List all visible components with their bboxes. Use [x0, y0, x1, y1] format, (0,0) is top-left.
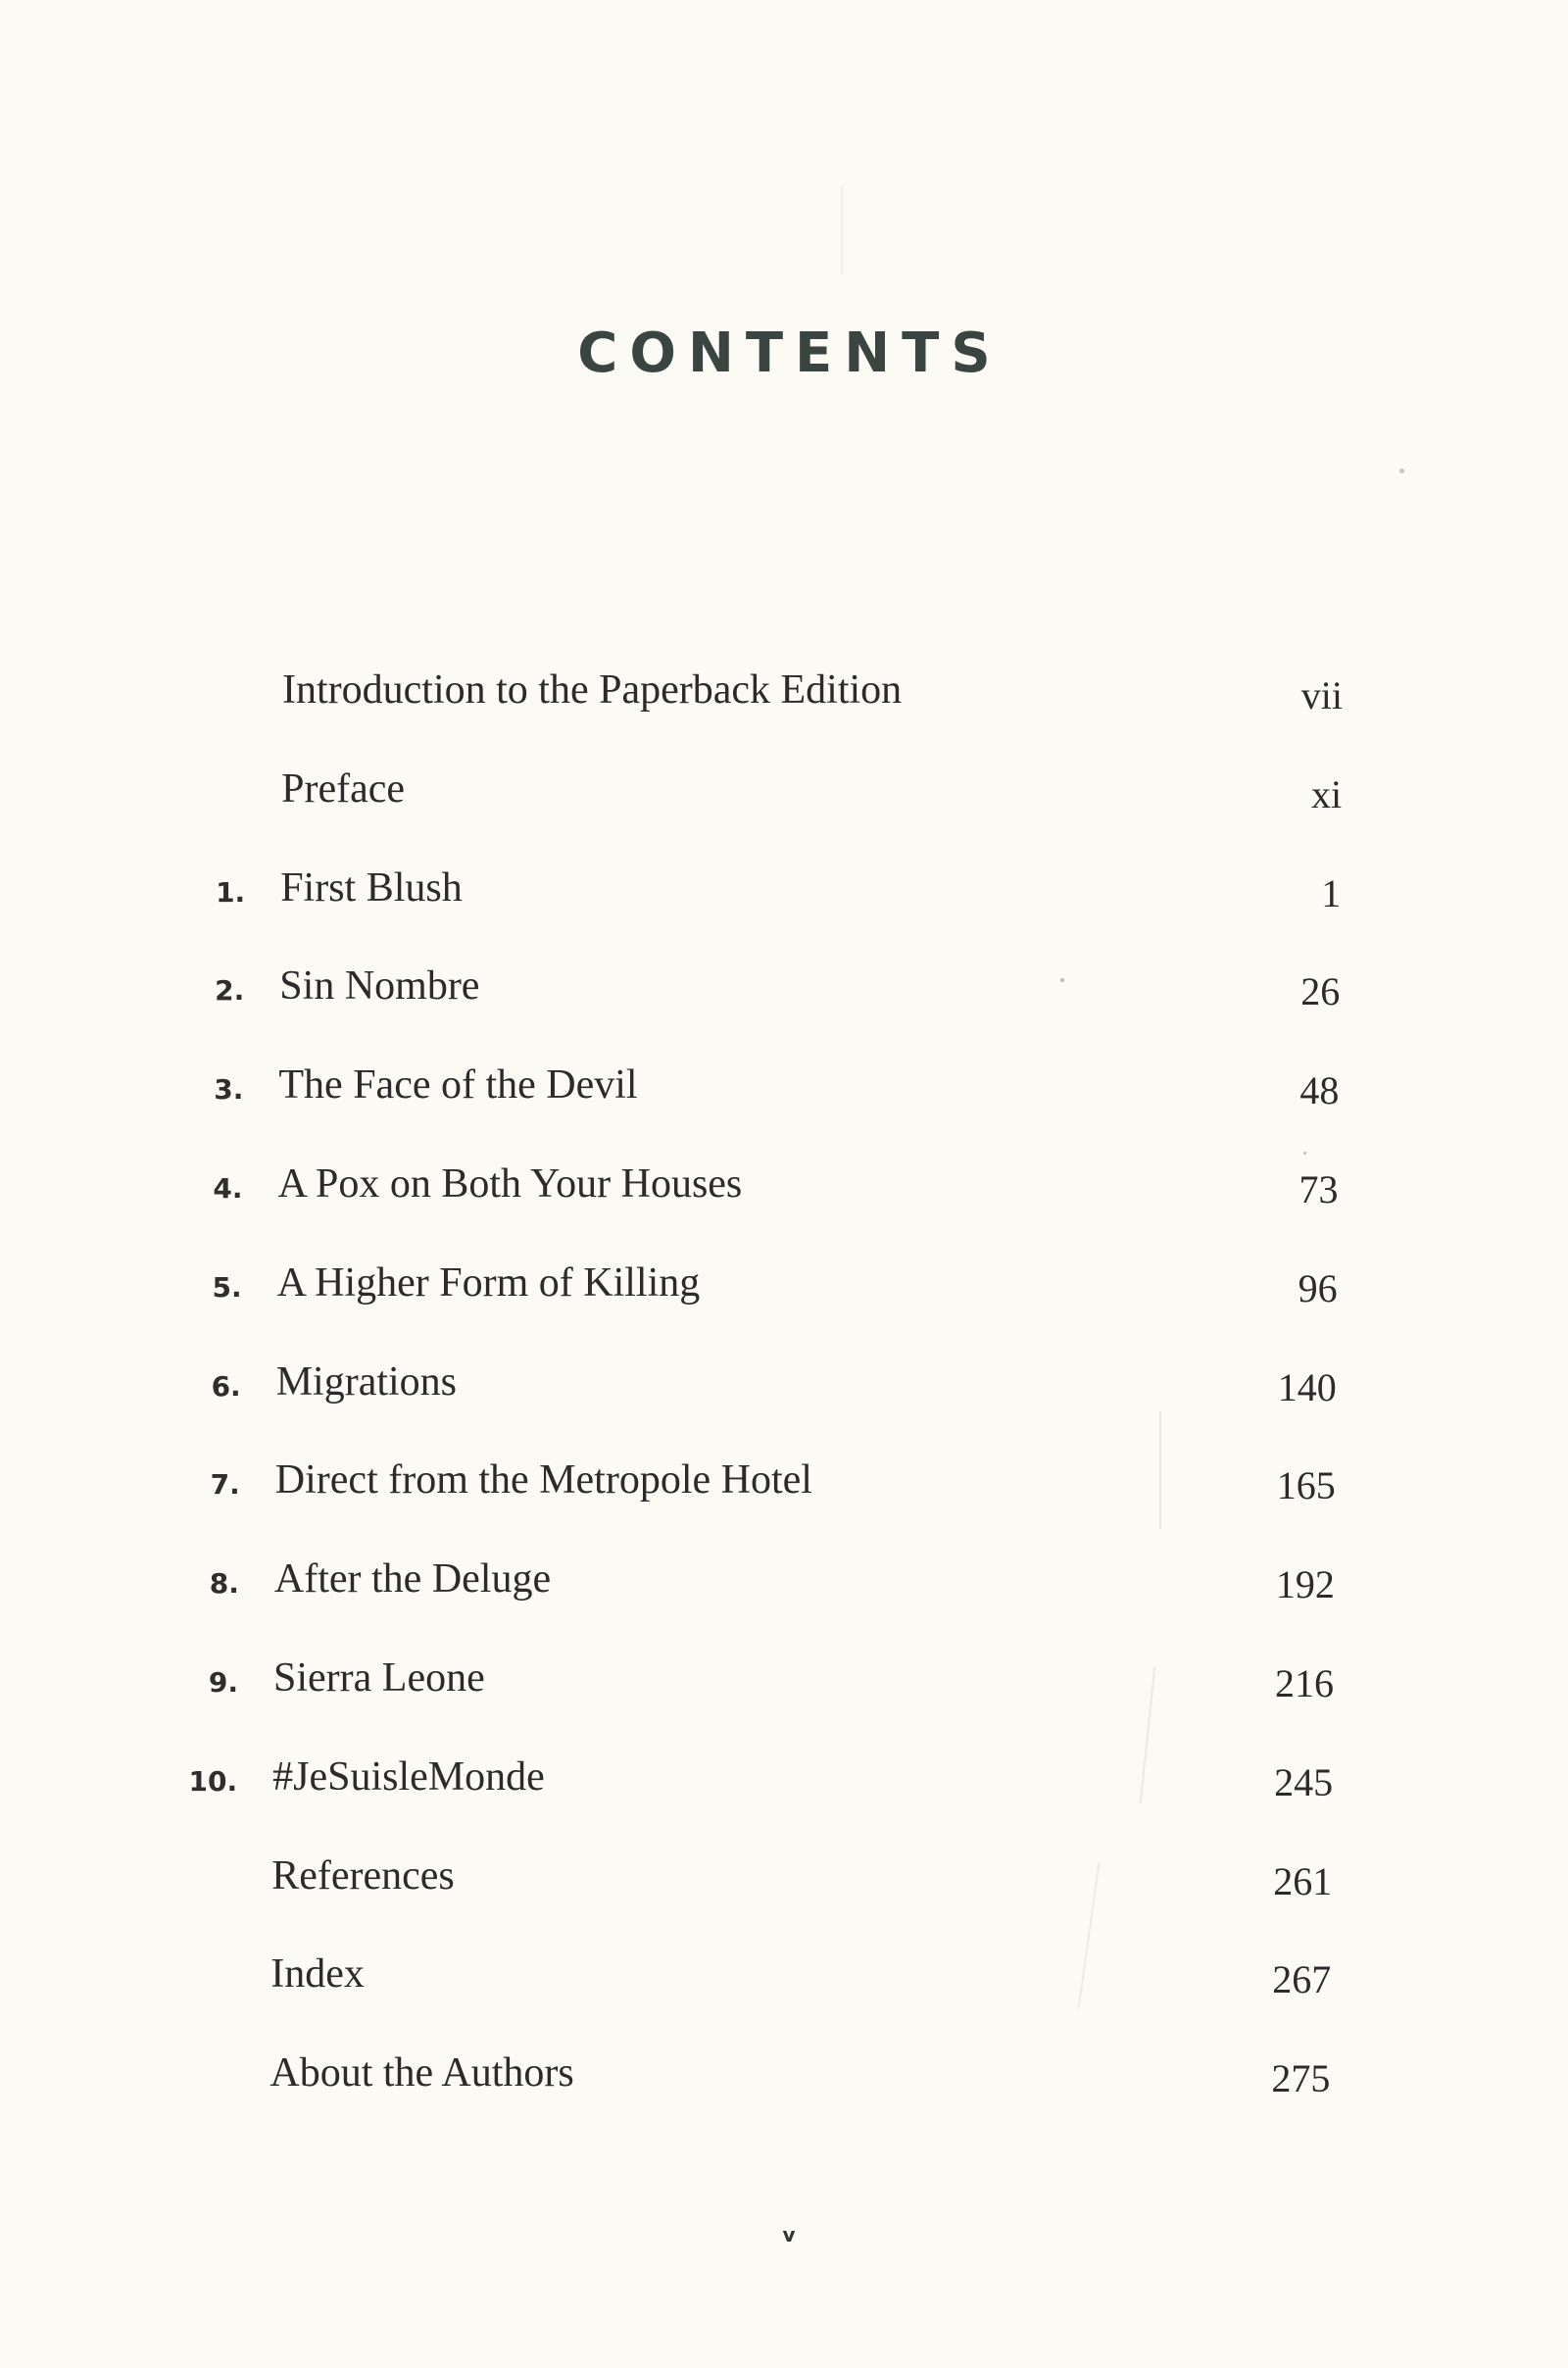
toc-entry-page: 48: [1299, 1068, 1340, 1113]
toc-entry-page: 275: [1271, 2056, 1331, 2101]
toc-entry-title: After the Deluge: [273, 1556, 552, 1603]
toc-entry-title: Sierra Leone: [273, 1655, 485, 1701]
toc-entry-page: xi: [1310, 771, 1343, 816]
toc-entry-title: First Blush: [280, 864, 463, 911]
toc-entry: [0, 1950, 1568, 2009]
toc-entry-page: 216: [1275, 1661, 1334, 1705]
toc-entry: [0, 666, 1568, 725]
toc-entry: [0, 1160, 1568, 1219]
toc-entry: [0, 765, 1568, 824]
toc-entry-page: 261: [1273, 1858, 1333, 1903]
toc-entry: [0, 1555, 1568, 1614]
toc-entry: [0, 1654, 1568, 1713]
toc-entry-page: 1: [1321, 870, 1342, 915]
paper-speck: [841, 186, 843, 274]
toc-entry-number: 3.: [214, 1073, 244, 1107]
toc-entry-title: Index: [270, 1951, 365, 1998]
toc-entry-title: A Higher Form of Killing: [276, 1259, 701, 1306]
toc-entry-title: References: [271, 1852, 455, 1899]
toc-entry-title: Migrations: [275, 1358, 458, 1405]
toc-entry-page: 192: [1275, 1562, 1335, 1607]
toc-entry-number: 10.: [188, 1764, 238, 1798]
toc-entry-page: 140: [1277, 1364, 1337, 1409]
toc-entry-title: A Pox on Both Your Houses: [277, 1161, 743, 1207]
toc-entry-number: 9.: [208, 1666, 238, 1699]
toc-entry-page: 165: [1276, 1463, 1336, 1508]
toc-entry-page: 73: [1298, 1167, 1339, 1211]
toc-entry: [0, 1358, 1568, 1417]
toc-entry: [0, 864, 1568, 923]
toc-entry-number: 5.: [212, 1270, 242, 1304]
toc-entry: [0, 1061, 1568, 1120]
toc-entry-page: vii: [1300, 673, 1343, 717]
toc-entry-title: The Face of the Devil: [278, 1062, 638, 1109]
toc-entry-number: 8.: [209, 1567, 239, 1601]
toc-entry: [0, 1456, 1568, 1515]
toc-entry-page: 267: [1272, 1957, 1332, 2002]
toc-entry-page: 96: [1298, 1265, 1338, 1310]
paper-speck: [1159, 1411, 1161, 1529]
toc-entry-title: #JeSuisleMonde: [272, 1753, 545, 1800]
contents-heading: CONTENTS: [577, 321, 1003, 385]
toc-entry-page: 245: [1274, 1759, 1334, 1804]
toc-entry-page: 26: [1300, 969, 1341, 1014]
toc-entry: [0, 2049, 1568, 2108]
toc-entry-number: 7.: [210, 1468, 240, 1502]
toc-entry-number: 1.: [216, 875, 246, 909]
toc-entry: [0, 1259, 1568, 1318]
paper-speck: [1060, 978, 1064, 982]
toc-entry-title: Sin Nombre: [279, 963, 480, 1010]
toc-entry-number: 4.: [213, 1172, 243, 1205]
toc-entry: [0, 962, 1568, 1021]
page-folio: v: [782, 2223, 796, 2246]
toc-entry-number: 2.: [215, 974, 245, 1008]
toc-entry-number: 6.: [211, 1369, 241, 1403]
paper-speck: [1399, 469, 1404, 473]
toc-entry-title: Direct from the Metropole Hotel: [274, 1457, 812, 1504]
toc-entry-title: Introduction to the Paperback Edition: [282, 667, 903, 713]
toc-entry-title: Preface: [281, 765, 405, 812]
toc-entry: [0, 1753, 1568, 1812]
toc-entry: [0, 1852, 1568, 1911]
toc-entry-title: About the Authors: [270, 2050, 574, 2097]
paper-speck: [1303, 1152, 1306, 1155]
